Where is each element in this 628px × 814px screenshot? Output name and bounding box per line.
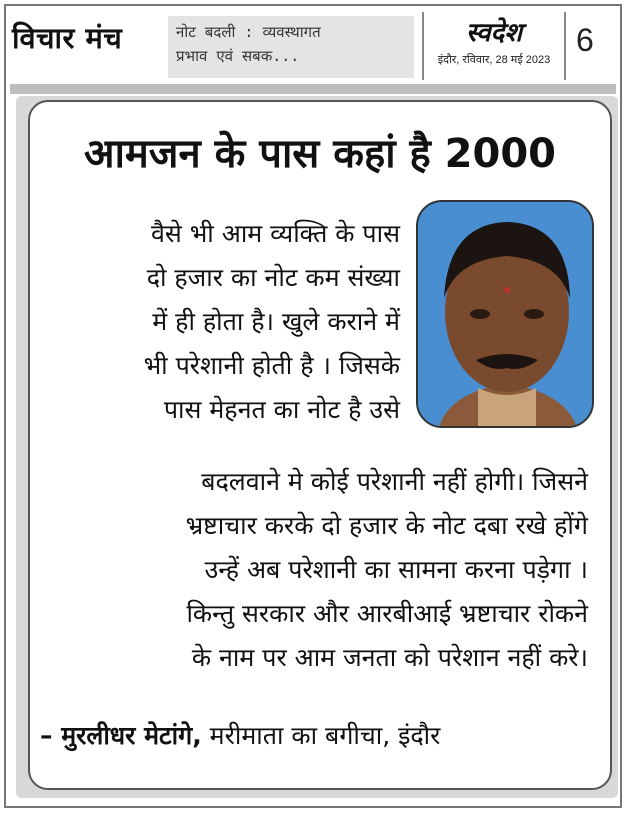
page-header xyxy=(10,12,616,82)
body-line: बदलवाने मे कोई परेशानी नहीं होगी। जिसने xyxy=(201,467,588,496)
article-headline: आमजन के पास कहां है 2000 xyxy=(83,131,557,177)
body-line: दो हजार का नोट कम संख्या xyxy=(146,263,400,292)
body-line: में ही होता है। खुले कराने में xyxy=(152,307,400,336)
header-rule xyxy=(10,84,616,94)
body-line: भ्रष्टाचार करके दो हजार के नोट दबा रखे होंगे xyxy=(185,511,588,540)
section-title: विचार मंच xyxy=(12,21,123,55)
body-line: भी परेशानी होती है । जिसके xyxy=(143,351,400,380)
page-number: 6 xyxy=(576,22,594,58)
article-body-wide xyxy=(36,460,588,680)
article-body-narrow xyxy=(56,212,400,432)
author-photo xyxy=(416,200,594,428)
topic-line-2: प्रभाव एवं सबक... xyxy=(176,47,300,65)
topic-line-1: नोट बदली : व्यवस्थागत xyxy=(176,23,321,41)
topic-box xyxy=(168,16,414,78)
author-name: – मुरलीधर मेटांगे, xyxy=(40,721,202,750)
body-line: किन्तु सरकार और आरबीआई भ्रष्टाचार रोकने xyxy=(186,599,588,628)
masthead xyxy=(422,12,566,80)
author-location: मरीमाता का बगीचा, इंदौर xyxy=(209,721,441,750)
newspaper-logo: स्वदेश xyxy=(465,18,523,48)
body-line: वैसे भी आम व्यक्ति के पास xyxy=(150,219,400,248)
body-line: उन्हें अब परेशानी का सामना करना पड़ेगा । xyxy=(204,555,588,584)
body-line: पास मेहनत का नोट है उसे xyxy=(163,395,400,424)
dateline: इंदौर, रविवार, 28 मई 2023 xyxy=(437,54,551,66)
byline xyxy=(40,718,440,752)
body-line: के नाम पर आम जनता को परेशान नहीं करे। xyxy=(191,643,588,672)
